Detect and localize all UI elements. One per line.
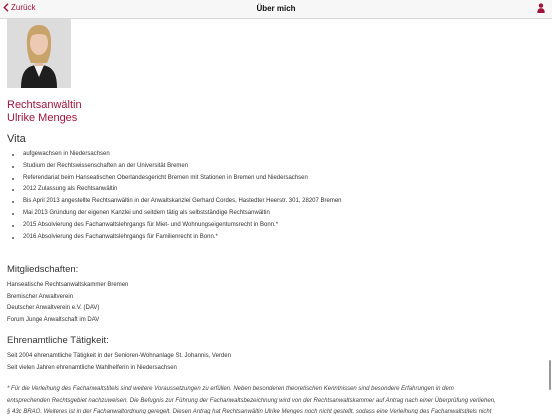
honorary-list — [7, 351, 231, 374]
list-item: Referendariat beim Hanseatischen Oberlandesgericht Bremen mit Stationen in Bremen und Niedersachsen — [10, 173, 342, 185]
profile-name: Ulrike Menges — [7, 112, 78, 124]
user-icon[interactable] — [537, 3, 545, 13]
list-item: Forum Junge Anwaltschaft im DAV — [7, 316, 100, 323]
vita-heading: Vita — [7, 133, 26, 145]
navigation-bar — [0, 0, 552, 19]
footnote-line: entsprechenden Rechtsgebiet nachzuweisen. Die Befugnis zur Führung der Fachanwaltsbezeichnung wird von der Rechtsanwaltskammer auf Antrag nach einer Überprüfung verliehen, — [7, 397, 496, 404]
memberships-list — [7, 280, 128, 326]
list-item: Studium der Rechtswissenschaften an der Universität Bremen — [10, 161, 342, 173]
list-item: 2015 Absolvierung des Fachanwaltslehrgangs für Miet- und Wohnungseigentumsrecht in Bonn.* — [10, 220, 342, 232]
vita-list — [10, 149, 342, 243]
content-area[interactable] — [0, 19, 552, 414]
memberships-heading: Mitgliedschaften: — [7, 264, 79, 275]
list-item: Bremischer Anwaltverein — [7, 293, 74, 300]
honorary-heading: Ehrenamtliche Tätigkeit: — [7, 335, 109, 346]
footnote-line: * Für die Verleihung des Fachanwaltstitels sind weitere Voraussetzungen zu erfüllen. Neben besonderen theoretischen Kenntnissen sind besondere Erfahrungen in dem — [7, 386, 454, 392]
back-label: Zurück — [11, 3, 36, 12]
list-item: Seit 2004 ehrenamtliche Tätigkeit in der Senioren-Wohnanlage St. Johannis, Verden — [7, 353, 231, 359]
list-item: Deutscher Anwaltverein e.V. (DAV) — [7, 305, 100, 311]
list-item: Bis April 2013 angestellte Rechtsanwältin in der Anwaltskanzlei Gerhard Cordes, Hastedter Heerstr. 301, 28207 Bremen — [10, 196, 342, 208]
list-item: Hanseatische Rechtsanwaltskammer Bremen — [7, 282, 129, 288]
profile-role: Rechtsanwältin — [7, 99, 82, 111]
profile-photo — [7, 19, 71, 88]
list-item: Mai 2013 Gründung der eigenen Kanzlei und seitdem tätig als selbstständige Rechtsanwältin — [10, 208, 342, 220]
footnote — [7, 384, 547, 414]
list-item: 2016 Absolvierung des Fachanwaltslehrgangs für Familienrecht in Bonn.* — [10, 232, 342, 244]
list-item: 2012 Zulassung als Rechtsanwältin — [10, 184, 342, 196]
scrollbar[interactable] — [549, 360, 551, 390]
list-item: aufgewachsen in Niedersachsen — [10, 149, 342, 161]
footnote-line: § 43c BRAO. Weiteres ist in der Fachanwaltordnung geregelt. Diesen Antrag hat Rechtsanwältin Ulrike Menges noch nicht gestellt, sodass eine Verleihung des Fachanwaltstitels nicht — [7, 409, 492, 414]
list-item: Seit vielen Jahren ehrenamtliche Wahlhelferin in Niedersachsen — [7, 364, 177, 371]
page-title: Über mich — [256, 4, 296, 13]
